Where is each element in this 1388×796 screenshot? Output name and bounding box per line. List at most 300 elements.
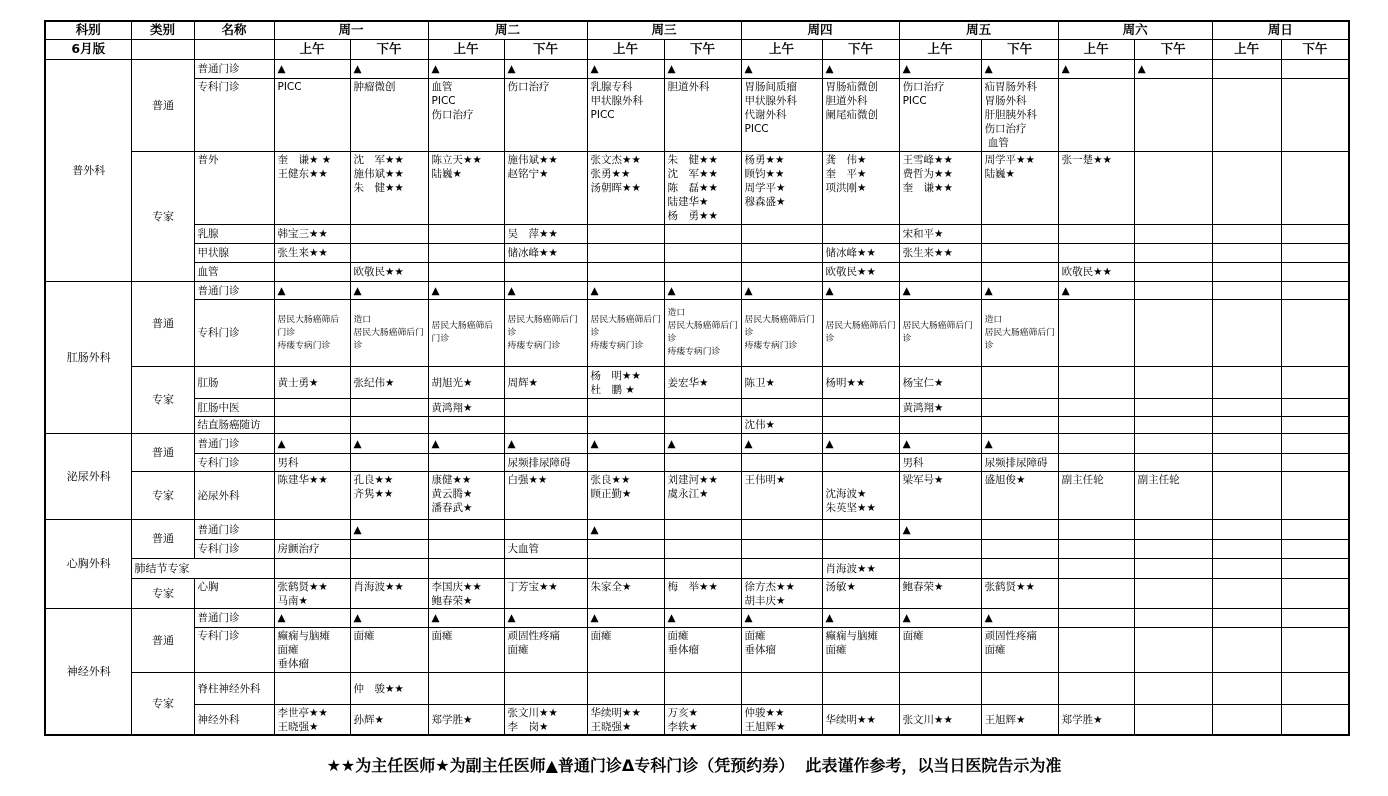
clinic-name: 脊柱神经外科 [194, 672, 274, 704]
slot-thu-pm: 杨明★★ [822, 366, 899, 398]
slot-sun-am [1212, 366, 1281, 398]
slot-mon-am: ▲ [274, 59, 350, 78]
slot-sat-pm [1134, 704, 1212, 735]
slot-sat-pm [1134, 151, 1212, 224]
slot-fri-pm: 顽固性疼痛 面瘫 [981, 627, 1058, 672]
slot-wed-pm [664, 672, 741, 704]
slot-sat-am [1058, 243, 1134, 262]
slot-tue-am: ▲ [428, 433, 504, 453]
slot-fri-pm [981, 243, 1058, 262]
slot-wed-pm [664, 243, 741, 262]
schedule-row [45, 243, 1349, 262]
slot-wed-pm: ▲ [664, 59, 741, 78]
slot-sun-am [1212, 471, 1281, 519]
slot-sat-pm [1134, 453, 1212, 471]
category-label: 专家 [131, 672, 194, 735]
slot-sun-am [1212, 243, 1281, 262]
slot-thu-am: 面瘫 垂体瘤 [741, 627, 822, 672]
slot-wed-am: ▲ [587, 608, 664, 627]
department-name: 泌尿外科 [45, 433, 131, 519]
slot-wed-am: 张良★★ 顾正勤★ [587, 471, 664, 519]
slot-thu-am [741, 672, 822, 704]
slot-sat-pm [1134, 398, 1212, 416]
category-label: 专家 [131, 151, 194, 281]
schedule-row [45, 224, 1349, 243]
slot-tue-pm: 施伟斌★★ 赵铭宁★ [504, 151, 587, 224]
slot-fri-am [899, 558, 981, 578]
slot-sun-pm [1281, 78, 1349, 151]
slot-thu-am: 王伟明★ [741, 471, 822, 519]
category-header-blank [131, 39, 194, 59]
slot-wed-pm: 梅 举★★ [664, 578, 741, 608]
slot-tue-pm [504, 416, 587, 433]
slot-mon-am: 癫痫与脑瘫 面瘫 垂体瘤 [274, 627, 350, 672]
slot-fri-am: 王雪峰★★ 费哲为★★ 奎 谦★★ [899, 151, 981, 224]
schedule-row [45, 398, 1349, 416]
slot-sun-pm [1281, 471, 1349, 519]
slot-sat-pm [1134, 416, 1212, 433]
day-header-fri: 周五 [899, 21, 1058, 39]
slot-wed-pm: 胆道外科 [664, 78, 741, 151]
category-label: 专家 [131, 578, 194, 608]
clinic-name: 乳腺 [194, 224, 274, 243]
slot-sun-am [1212, 627, 1281, 672]
slot-sat-am: 欧敬民★★ [1058, 262, 1134, 281]
slot-sun-pm [1281, 519, 1349, 539]
slot-wed-am: ▲ [587, 519, 664, 539]
slot-thu-pm: 沈海波★ 朱英坚★★ [822, 471, 899, 519]
slot-sat-am: 副主任轮 [1058, 471, 1134, 519]
slot-fri-am: 张文川★★ [899, 704, 981, 735]
slot-tue-pm: ▲ [504, 608, 587, 627]
category-label: 肺结节专家 [131, 558, 274, 578]
slot-sun-pm [1281, 299, 1349, 366]
slot-fri-am: 张生来★★ [899, 243, 981, 262]
slot-thu-pm: 胃肠疝微创 胆道外科 阑尾疝微创 [822, 78, 899, 151]
slot-wed-pm [664, 398, 741, 416]
slot-tue-pm [504, 558, 587, 578]
slot-sat-pm [1134, 558, 1212, 578]
slot-thu-am: 陈卫★ [741, 366, 822, 398]
clinic-name: 专科门诊 [194, 299, 274, 366]
slot-sat-pm [1134, 262, 1212, 281]
slot-fri-pm: ▲ [981, 608, 1058, 627]
slot-fri-am: ▲ [899, 519, 981, 539]
day-header-sat: 周六 [1058, 21, 1212, 39]
slot-mon-pm [350, 224, 428, 243]
slot-thu-am: ▲ [741, 608, 822, 627]
slot-sun-pm [1281, 224, 1349, 243]
slot-tue-am: 郑学胜★ [428, 704, 504, 735]
slot-wed-am [587, 398, 664, 416]
slot-wed-pm: ▲ [664, 433, 741, 453]
slot-wed-am: 乳腺专科 甲状腺外科 PICC [587, 78, 664, 151]
slot-fri-am: ▲ [899, 281, 981, 299]
slot-tue-am: 居民大肠癌筛后门诊 [428, 299, 504, 366]
day-header-wed: 周三 [587, 21, 741, 39]
slot-sat-pm [1134, 608, 1212, 627]
slot-tue-am: 胡旭光★ [428, 366, 504, 398]
slot-sat-am [1058, 299, 1134, 366]
slot-sat-pm [1134, 433, 1212, 453]
clinic-name: 专科门诊 [194, 78, 274, 151]
slot-mon-am: ▲ [274, 608, 350, 627]
slot-tue-pm [504, 398, 587, 416]
slot-mon-pm [350, 539, 428, 558]
slot-sat-am [1058, 627, 1134, 672]
slot-mon-am: 居民大肠癌筛后门诊 痔瘘专病门诊 [274, 299, 350, 366]
slot-mon-pm: ▲ [350, 59, 428, 78]
slot-fri-am: 鲍春荣★ [899, 578, 981, 608]
slot-fri-am: ▲ [899, 608, 981, 627]
slot-sun-am [1212, 558, 1281, 578]
slot-sat-pm [1134, 519, 1212, 539]
slot-fri-am [899, 672, 981, 704]
slot-tue-am [428, 416, 504, 433]
slot-tue-pm: 吴 萍★★ [504, 224, 587, 243]
slot-mon-pm: ▲ [350, 433, 428, 453]
slot-fri-pm: 周学平★★ 陆巍★ [981, 151, 1058, 224]
slot-wed-am [587, 224, 664, 243]
slot-mon-am [274, 416, 350, 433]
day-header-mon: 周一 [274, 21, 428, 39]
slot-tue-am [428, 453, 504, 471]
clinic-name: 肛肠 [194, 366, 274, 398]
am-header-wed: 上午 [587, 39, 664, 59]
slot-wed-am [587, 558, 664, 578]
day-header-tue: 周二 [428, 21, 587, 39]
slot-sun-pm [1281, 453, 1349, 471]
slot-thu-am: 沈伟★ [741, 416, 822, 433]
pm-header-sun: 下午 [1281, 39, 1349, 59]
slot-thu-pm [822, 398, 899, 416]
slot-thu-am [741, 262, 822, 281]
slot-tue-am [428, 224, 504, 243]
slot-tue-am: 黄鸿翔★ [428, 398, 504, 416]
slot-sat-pm [1134, 281, 1212, 299]
slot-tue-pm: ▲ [504, 59, 587, 78]
slot-mon-am: PICC [274, 78, 350, 151]
slot-sun-am [1212, 299, 1281, 366]
slot-mon-pm [350, 398, 428, 416]
slot-tue-am: 血管 PICC 伤口治疗 [428, 78, 504, 151]
slot-sun-pm [1281, 416, 1349, 433]
slot-fri-pm: 王旭辉★ [981, 704, 1058, 735]
slot-mon-am [274, 398, 350, 416]
slot-sun-am [1212, 704, 1281, 735]
slot-sat-am: 郑学胜★ [1058, 704, 1134, 735]
day-header-sun: 周日 [1212, 21, 1349, 39]
slot-thu-pm: ▲ [822, 281, 899, 299]
pm-header-wed: 下午 [664, 39, 741, 59]
slot-wed-am [587, 243, 664, 262]
slot-thu-am [741, 539, 822, 558]
slot-fri-pm: 造口 居民大肠癌筛后门诊 [981, 299, 1058, 366]
slot-mon-pm: 沈 军★★ 施伟斌★★ 朱 健★★ [350, 151, 428, 224]
slot-mon-pm [350, 416, 428, 433]
slot-fri-am: ▲ [899, 59, 981, 78]
schedule-row [45, 558, 1349, 578]
clinic-name: 结直肠癌随访 [194, 416, 274, 433]
slot-sat-am [1058, 433, 1134, 453]
slot-mon-am: 黄士勇★ [274, 366, 350, 398]
slot-tue-pm: 伤口治疗 [504, 78, 587, 151]
slot-wed-am: 张文杰★★ 张勇★★ 汤朝晖★★ [587, 151, 664, 224]
slot-tue-am [428, 519, 504, 539]
am-header-mon: 上午 [274, 39, 350, 59]
slot-thu-pm: 龚 伟★ 奎 平★ 项洪刚★ [822, 151, 899, 224]
slot-wed-pm [664, 453, 741, 471]
slot-sun-pm [1281, 672, 1349, 704]
slot-thu-pm: ▲ [822, 608, 899, 627]
slot-wed-am: ▲ [587, 59, 664, 78]
slot-mon-pm: 面瘫 [350, 627, 428, 672]
slot-sun-am [1212, 151, 1281, 224]
slot-fri-am: 面瘫 [899, 627, 981, 672]
am-header-sat: 上午 [1058, 39, 1134, 59]
slot-sat-pm [1134, 224, 1212, 243]
am-header-thu: 上午 [741, 39, 822, 59]
slot-mon-am: 张生来★★ [274, 243, 350, 262]
slot-thu-am: ▲ [741, 433, 822, 453]
slot-sat-am [1058, 224, 1134, 243]
schedule-row [45, 627, 1349, 672]
slot-mon-pm: 肿瘤微创 [350, 78, 428, 151]
slot-sat-am [1058, 366, 1134, 398]
pm-header-tue: 下午 [504, 39, 587, 59]
slot-mon-pm [350, 453, 428, 471]
schedule-row [45, 281, 1349, 299]
clinic-name: 普通门诊 [194, 281, 274, 299]
slot-tue-am [428, 672, 504, 704]
slot-mon-am [274, 519, 350, 539]
category-label: 专家 [131, 366, 194, 433]
slot-fri-pm [981, 262, 1058, 281]
slot-fri-pm [981, 672, 1058, 704]
slot-sun-am [1212, 224, 1281, 243]
slot-thu-pm: 储冰峰★★ [822, 243, 899, 262]
slot-sat-pm: ▲ [1134, 59, 1212, 78]
category-label: 普通 [131, 59, 194, 151]
slot-sun-am [1212, 416, 1281, 433]
slot-fri-am: ▲ [899, 433, 981, 453]
slot-wed-pm: ▲ [664, 281, 741, 299]
clinic-name: 普通门诊 [194, 59, 274, 78]
slot-mon-pm: 造口 居民大肠癌筛后门诊 [350, 299, 428, 366]
schedule-row [45, 704, 1349, 735]
slot-sun-pm [1281, 262, 1349, 281]
slot-wed-am: ▲ [587, 281, 664, 299]
slot-wed-pm: 面瘫 垂体瘤 [664, 627, 741, 672]
slot-thu-pm [822, 416, 899, 433]
slot-mon-pm: 肖海波★★ [350, 578, 428, 608]
slot-wed-am: 华续明★★ 王晓强★ [587, 704, 664, 735]
slot-fri-pm: ▲ [981, 59, 1058, 78]
slot-tue-pm [504, 262, 587, 281]
slot-tue-pm: 白强★★ [504, 471, 587, 519]
slot-wed-pm [664, 558, 741, 578]
slot-fri-am [899, 416, 981, 433]
slot-fri-pm: ▲ [981, 433, 1058, 453]
clinic-name: 专科门诊 [194, 453, 274, 471]
version-label: 6月版 [45, 39, 131, 59]
slot-thu-pm [822, 224, 899, 243]
slot-tue-am [428, 539, 504, 558]
slot-thu-pm: 癫痫与脑瘫 面瘫 [822, 627, 899, 672]
category-label: 普通 [131, 519, 194, 558]
slot-wed-am: 朱家全★ [587, 578, 664, 608]
category-label: 普通 [131, 433, 194, 471]
slot-tue-pm [504, 519, 587, 539]
slot-thu-pm: 欧敬民★★ [822, 262, 899, 281]
slot-thu-am [741, 398, 822, 416]
clinic-name: 泌尿外科 [194, 471, 274, 519]
slot-thu-pm: ▲ [822, 433, 899, 453]
slot-wed-am [587, 453, 664, 471]
slot-tue-pm: ▲ [504, 281, 587, 299]
slot-fri-am: 伤口治疗 PICC [899, 78, 981, 151]
clinic-name: 甲状腺 [194, 243, 274, 262]
slot-sun-pm [1281, 281, 1349, 299]
slot-tue-am: ▲ [428, 608, 504, 627]
slot-sun-am [1212, 398, 1281, 416]
slot-wed-am [587, 539, 664, 558]
slot-mon-pm: ▲ [350, 281, 428, 299]
slot-sat-am: 张一楚★★ [1058, 151, 1134, 224]
schedule-row [45, 299, 1349, 366]
slot-sat-am [1058, 672, 1134, 704]
clinic-name: 神经外科 [194, 704, 274, 735]
slot-wed-pm [664, 539, 741, 558]
slot-sun-pm [1281, 558, 1349, 578]
slot-sun-am [1212, 262, 1281, 281]
am-header-tue: 上午 [428, 39, 504, 59]
slot-sat-pm [1134, 672, 1212, 704]
slot-sun-pm [1281, 59, 1349, 78]
slot-sun-pm [1281, 398, 1349, 416]
slot-fri-pm [981, 398, 1058, 416]
slot-mon-am: ▲ [274, 281, 350, 299]
clinic-name: 普通门诊 [194, 433, 274, 453]
slot-wed-pm [664, 416, 741, 433]
slot-sat-am: ▲ [1058, 59, 1134, 78]
schedule-row [45, 539, 1349, 558]
slot-mon-pm [350, 243, 428, 262]
slot-fri-pm: 疝胃肠外科 胃肠外科 肝胆胰外科 伤口治疗 血管 [981, 78, 1058, 151]
pm-header-fri: 下午 [981, 39, 1058, 59]
header-row-halfday [45, 39, 1349, 59]
slot-fri-pm: 盛旭俊★ [981, 471, 1058, 519]
slot-sun-am [1212, 59, 1281, 78]
slot-tue-pm: 尿频排尿障碍 [504, 453, 587, 471]
clinic-name: 普通门诊 [194, 519, 274, 539]
slot-wed-am: 面瘫 [587, 627, 664, 672]
category-label: 普通 [131, 608, 194, 672]
slot-sat-am [1058, 416, 1134, 433]
schedule-table [44, 20, 1350, 736]
slot-sat-pm [1134, 243, 1212, 262]
slot-tue-pm: ▲ [504, 433, 587, 453]
clinic-name: 普通门诊 [194, 608, 274, 627]
slot-mon-pm: ▲ [350, 519, 428, 539]
slot-wed-am: ▲ [587, 433, 664, 453]
slot-sun-pm [1281, 578, 1349, 608]
slot-fri-pm [981, 224, 1058, 243]
slot-sun-am [1212, 578, 1281, 608]
slot-mon-pm [350, 558, 428, 578]
slot-sun-pm [1281, 151, 1349, 224]
slot-thu-am: 徐方杰★★ 胡丰庆★ [741, 578, 822, 608]
slot-wed-am [587, 262, 664, 281]
slot-sat-am [1058, 398, 1134, 416]
category-label: 专家 [131, 471, 194, 519]
slot-fri-am [899, 262, 981, 281]
slot-sat-am [1058, 558, 1134, 578]
slot-mon-am: 陈建华★★ [274, 471, 350, 519]
schedule-row [45, 672, 1349, 704]
slot-fri-pm: ▲ [981, 281, 1058, 299]
slot-tue-am [428, 558, 504, 578]
slot-mon-pm: 张纪伟★ [350, 366, 428, 398]
slot-sun-am [1212, 608, 1281, 627]
am-header-fri: 上午 [899, 39, 981, 59]
slot-wed-pm: 姜宏华★ [664, 366, 741, 398]
slot-thu-am: 居民大肠癌筛后门诊 痔瘘专病门诊 [741, 299, 822, 366]
clinic-name: 肛肠中医 [194, 398, 274, 416]
schedule-row [45, 578, 1349, 608]
schedule-row [45, 59, 1349, 78]
slot-wed-am: 杨 明★★ 杜 鹏 ★ [587, 366, 664, 398]
slot-mon-am: 房颤治疗 [274, 539, 350, 558]
slot-sat-pm [1134, 578, 1212, 608]
slot-thu-am [741, 558, 822, 578]
schedule-row [45, 608, 1349, 627]
schedule-row [45, 416, 1349, 433]
slot-tue-pm: 居民大肠癌筛后门诊 痔瘘专病门诊 [504, 299, 587, 366]
slot-fri-pm [981, 416, 1058, 433]
slot-tue-am: ▲ [428, 281, 504, 299]
slot-sat-pm [1134, 539, 1212, 558]
slot-tue-pm: 储冰峰★★ [504, 243, 587, 262]
slot-sun-am [1212, 433, 1281, 453]
pm-header-thu: 下午 [822, 39, 899, 59]
slot-thu-am: 胃肠间质瘤 甲状腺外科 代谢外科 PICC [741, 78, 822, 151]
name-header: 名称 [194, 21, 274, 39]
slot-tue-pm [504, 672, 587, 704]
slot-mon-pm: 欧敬民★★ [350, 262, 428, 281]
name-header-blank [194, 39, 274, 59]
schedule-row [45, 453, 1349, 471]
slot-sat-pm [1134, 299, 1212, 366]
slot-mon-pm: 孙辉★ [350, 704, 428, 735]
schedule-row [45, 471, 1349, 519]
slot-wed-pm: ▲ [664, 608, 741, 627]
slot-sat-am [1058, 578, 1134, 608]
slot-fri-am: 居民大肠癌筛后门诊 [899, 299, 981, 366]
schedule-row [45, 519, 1349, 539]
slot-sun-pm [1281, 366, 1349, 398]
slot-thu-am: 仲骏★★ 王旭辉★ [741, 704, 822, 735]
slot-thu-pm [822, 672, 899, 704]
slot-sun-am [1212, 78, 1281, 151]
slot-sat-pm: 副主任轮 [1134, 471, 1212, 519]
table-header [45, 21, 1349, 59]
slot-sat-am [1058, 453, 1134, 471]
slot-mon-am [274, 558, 350, 578]
slot-fri-am: 男科 [899, 453, 981, 471]
header-row-days [45, 21, 1349, 39]
schedule-row [45, 262, 1349, 281]
